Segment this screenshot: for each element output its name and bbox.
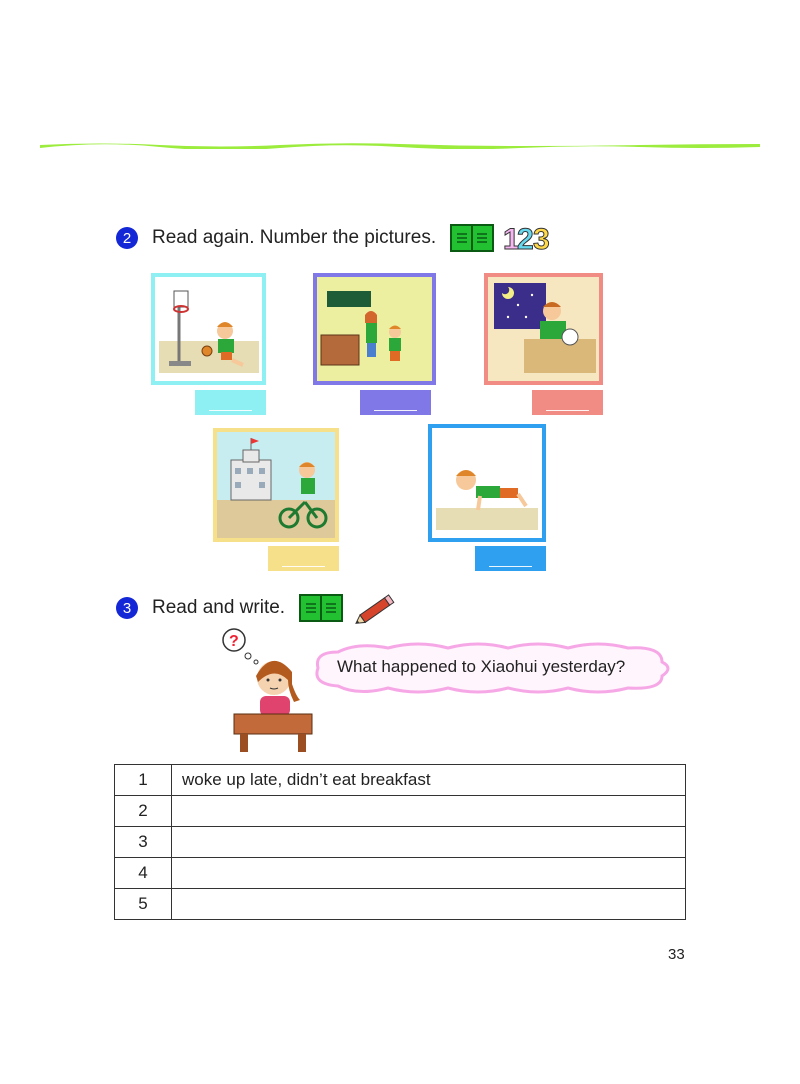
- picture-push-ups: [428, 424, 546, 542]
- answer-box-2[interactable]: [360, 390, 431, 415]
- picture-classroom: [313, 273, 436, 385]
- section-2-heading: [116, 221, 554, 255]
- question-text: What happened to Xiaohui yesterday?: [337, 657, 626, 676]
- section-2-instruction: Read again. Number the pictures.: [152, 227, 437, 248]
- section-3-instruction: Read and write.: [152, 597, 286, 618]
- svg-text:1: 1: [503, 223, 520, 255]
- girl-thinking-illustration: [218, 626, 322, 754]
- row-number: 1: [115, 765, 172, 796]
- answer-table: [114, 764, 686, 920]
- svg-text:2: 2: [517, 223, 534, 255]
- answer-box-4[interactable]: [268, 546, 339, 571]
- table-row: [115, 765, 686, 796]
- row-number: 3: [115, 827, 172, 858]
- section-3-heading: [116, 592, 399, 624]
- section-number-badge: 2: [116, 227, 138, 249]
- answer-box-3[interactable]: [532, 390, 603, 415]
- table-row: [115, 889, 686, 920]
- picture-cycling-to-school: [213, 428, 339, 542]
- answer-cell[interactable]: [172, 796, 686, 827]
- open-book-icon: [299, 594, 343, 622]
- answer-box-5[interactable]: [475, 546, 546, 571]
- page-number: 33: [668, 946, 685, 963]
- open-book-icon: [450, 224, 494, 252]
- answer-cell[interactable]: woke up late, didn’t eat breakfast: [172, 765, 686, 796]
- answer-box-1[interactable]: [195, 390, 266, 415]
- picture-basketball: [151, 273, 266, 385]
- picture-night-homework: [484, 273, 603, 385]
- row-number: 2: [115, 796, 172, 827]
- answer-cell[interactable]: [172, 858, 686, 889]
- table-row: [115, 827, 686, 858]
- row-number: 5: [115, 889, 172, 920]
- table-row: [115, 858, 686, 889]
- row-number: 4: [115, 858, 172, 889]
- table-row: [115, 796, 686, 827]
- svg-text:3: 3: [533, 223, 550, 255]
- svg-text:?: ?: [229, 633, 239, 650]
- answer-cell[interactable]: [172, 827, 686, 858]
- green-divider: [40, 141, 760, 149]
- pencil-icon: [355, 592, 399, 624]
- answer-cell[interactable]: [172, 889, 686, 920]
- section-number-badge: 3: [116, 597, 138, 619]
- numbers-123-icon: [502, 221, 554, 255]
